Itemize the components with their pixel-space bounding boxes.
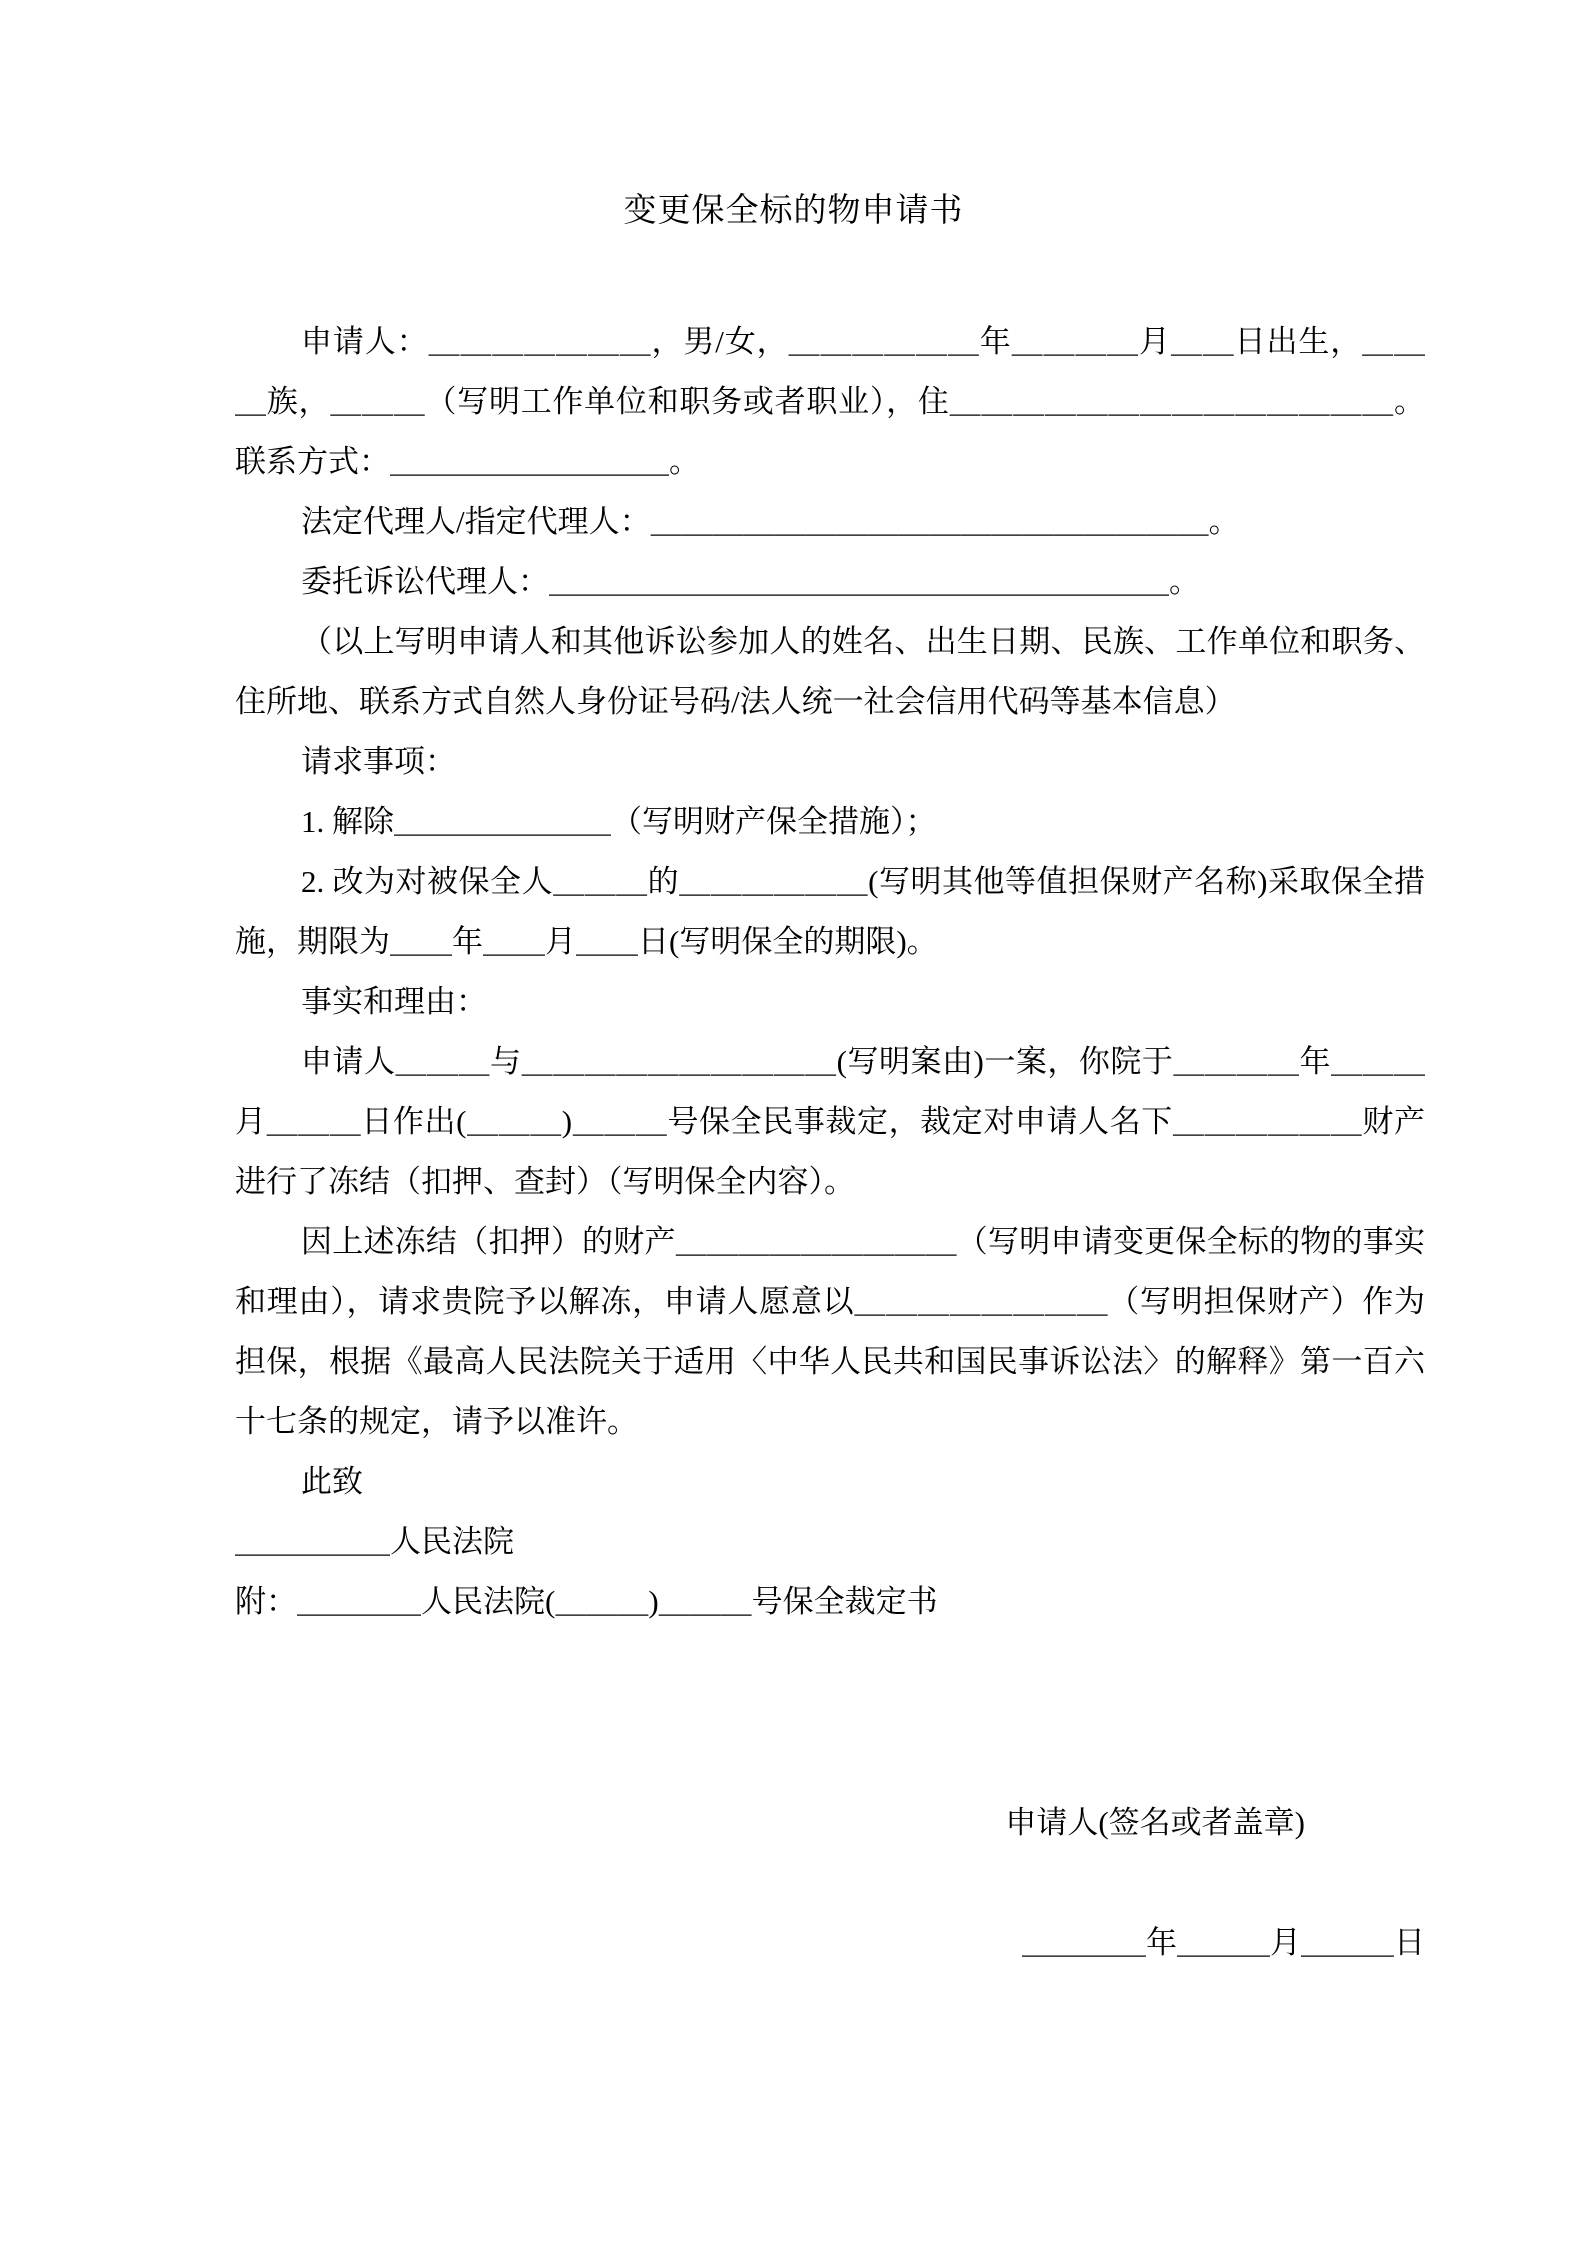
paragraph-applicant-info: 申请人：＿＿＿＿＿＿＿，男/女，＿＿＿＿＿＿年＿＿＿＿月＿＿日出生，＿＿＿族，＿＿＿（写明工作单位和职务或者职业），住＿＿＿＿＿＿＿＿＿＿＿＿＿＿。联系方式：＿＿＿＿＿＿＿＿＿。	[235, 324, 1425, 479]
paragraph-legal-agent: 法定代理人/指定代理人：＿＿＿＿＿＿＿＿＿＿＿＿＿＿＿＿＿＿。	[301, 504, 1240, 539]
paragraph-closing-salutation: 此致	[301, 1464, 363, 1499]
paragraph-facts-body-1: 申请人＿＿＿与＿＿＿＿＿＿＿＿＿＿(写明案由)一案，你院于＿＿＿＿年＿＿＿月＿＿＿日作出(＿＿＿)＿＿＿号保全民事裁定，裁定对申请人名下＿＿＿＿＿＿财产进行了冻结（扣押、查封）（写明保全内容）。	[235, 1044, 1425, 1199]
signature-block	[235, 1793, 1425, 1853]
paragraph-facts-heading: 事实和理由：	[301, 984, 487, 1019]
paragraph-entrusted-agent: 委托诉讼代理人：＿＿＿＿＿＿＿＿＿＿＿＿＿＿＿＿＿＿＿＿。	[301, 564, 1200, 599]
applicant-signature-label: 申请人(签名或者盖章)	[1005, 1805, 1305, 1840]
page-title: 变更保全标的物申请书	[623, 193, 964, 229]
paragraph-facts-body-2: 因上述冻结（扣押）的财产＿＿＿＿＿＿＿＿＿（写明申请变更保全标的物的事实和理由），请求贵院予以解冻，申请人愿意以＿＿＿＿＿＿＿＿（写明担保财产）作为担保，根据《最高人民法院关于适用〈中华人民共和国民事诉讼法〉的解释》第一百六十七条的规定，请予以准许。	[235, 1224, 1425, 1439]
signature-date-line: ＿＿＿＿年＿＿＿月＿＿＿日	[1022, 1925, 1425, 1960]
paragraph-note-basic-info: （以上写明申请人和其他诉讼参加人的姓名、出生日期、民族、工作单位和职务、住所地、联系方式自然人身份证号码/法人统一社会信用代码等基本信息）	[235, 624, 1425, 719]
paragraph-claim-2: 2. 改为对被保全人＿＿＿的＿＿＿＿＿＿(写明其他等值担保财产名称)采取保全措施，期限为＿＿年＿＿月＿＿日(写明保全的期限)。	[235, 864, 1425, 959]
paragraph-attachment-line: 附：＿＿＿＿人民法院(＿＿＿)＿＿＿号保全裁定书	[235, 1584, 938, 1619]
paragraph-court-line: ＿＿＿＿＿人民法院	[235, 1524, 514, 1559]
paragraph-claims-heading: 请求事项：	[301, 744, 456, 779]
paragraph-claim-1: 1. 解除＿＿＿＿＿＿＿（写明财产保全措施）；	[301, 804, 937, 839]
document-body	[235, 312, 1425, 1632]
